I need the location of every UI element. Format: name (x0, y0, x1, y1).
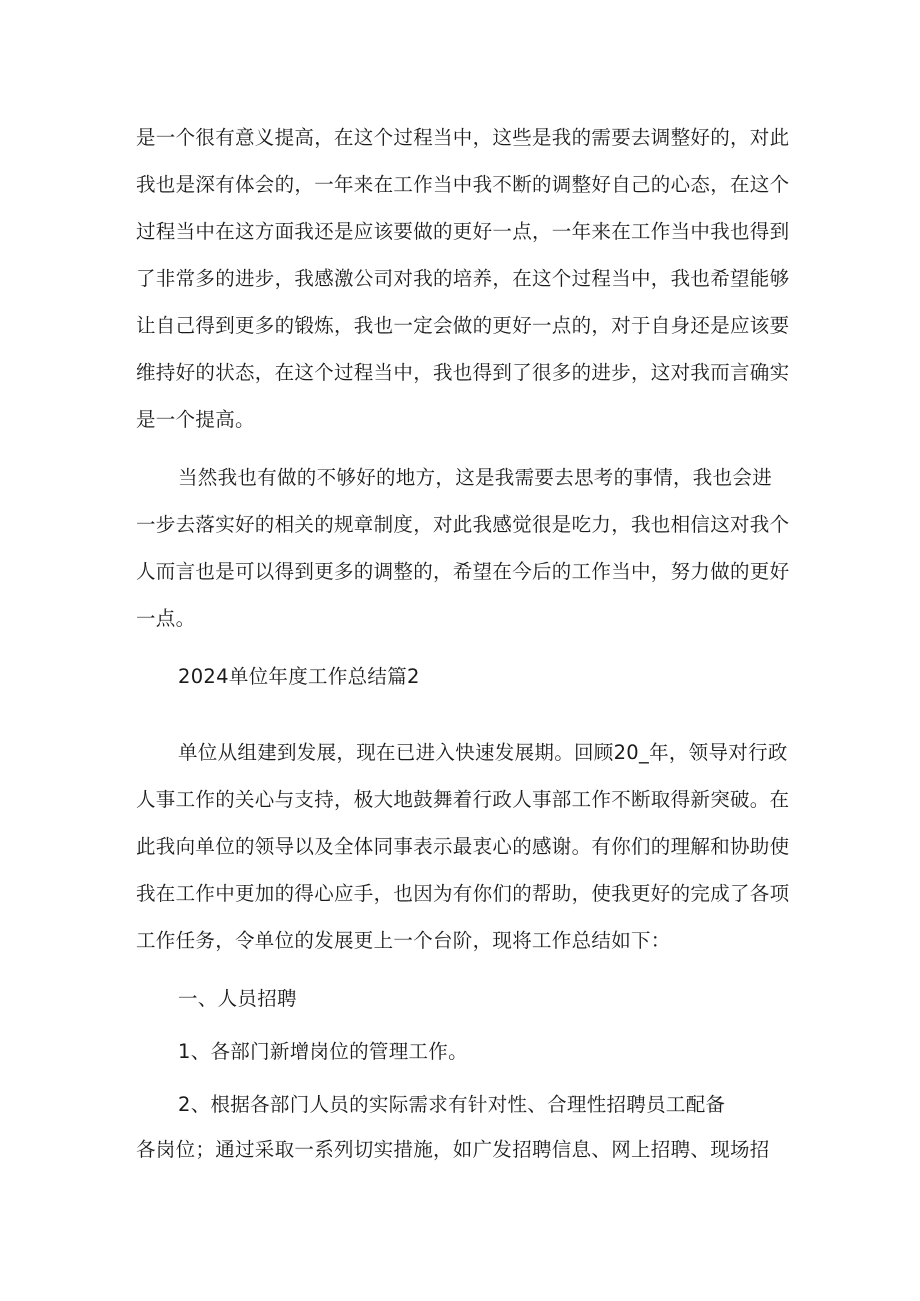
paragraph-2-line-3: 人而言也是可以得到更多的调整的，希望在今后的工作当中，努力做的更好 (136, 560, 790, 583)
list-item-2-line-2: 各岗位；通过采取一系列切实措施，如广发招聘信息、网上招聘、现场招 (136, 1138, 770, 1161)
paragraph-3-line-1: 单位从组建到发展，现在已进入快速发展期。回顾20_年，领导对行政 (178, 741, 788, 764)
paragraph-3-line-5: 工作任务，令单位的发展更上一个台阶，现将工作总结如下： (136, 929, 671, 952)
paragraph-1-line-4: 了非常多的进步，我感激公司对我的培养，在这个过程当中，我也希望能够 (136, 267, 790, 290)
paragraph-2-line-2: 一步去落实好的相关的规章制度，对此我感觉很是吃力，我也相信这对我个 (136, 513, 790, 536)
paragraph-2-line-1: 当然我也有做的不够好的地方，这是我需要去思考的事情，我也会进 (178, 466, 773, 489)
list-item-1: 1、各部门新增岗位的管理工作。 (178, 1040, 468, 1063)
paragraph-1-line-6: 维持好的状态，在这个过程当中，我也得到了很多的进步，这对我而言确实 (136, 361, 790, 384)
paragraph-1-line-2: 我也是深有体会的，一年来在工作当中我不断的调整好自己的心态，在这个 (136, 173, 790, 196)
paragraph-1-line-1: 是一个很有意义提高，在这个过程当中，这些是我的需要去调整好的，对此 (136, 126, 790, 149)
paragraph-2-line-4: 一点。 (136, 607, 196, 630)
list-item-2-line-1: 2、根据各部门人员的实际需求有针对性、合理性招聘员工配备 (178, 1093, 726, 1116)
paragraph-3-line-3: 此我向单位的领导以及全体同事表示最衷心的感谢。有你们的理解和协助使 (136, 835, 790, 858)
paragraph-3-line-2: 人事工作的关心与支持，极大地鼓舞着行政人事部工作不断取得新突破。在 (136, 788, 790, 811)
paragraph-1-line-5: 让自己得到更多的锻炼，我也一定会做的更好一点的，对于自身还是应该要 (136, 314, 790, 337)
section-1-title: 一、人员招聘 (178, 987, 297, 1010)
paragraph-3-line-4: 我在工作中更加的得心应手，也因为有你们的帮助，使我更好的完成了各项 (136, 882, 790, 905)
section-heading: 2024单位年度工作总结篇2 (178, 665, 420, 688)
paragraph-1-line-7: 是一个提高。 (136, 408, 255, 431)
paragraph-1-line-3: 过程当中在这方面我还是应该要做的更好一点，一年来在工作当中我也得到 (136, 220, 790, 243)
